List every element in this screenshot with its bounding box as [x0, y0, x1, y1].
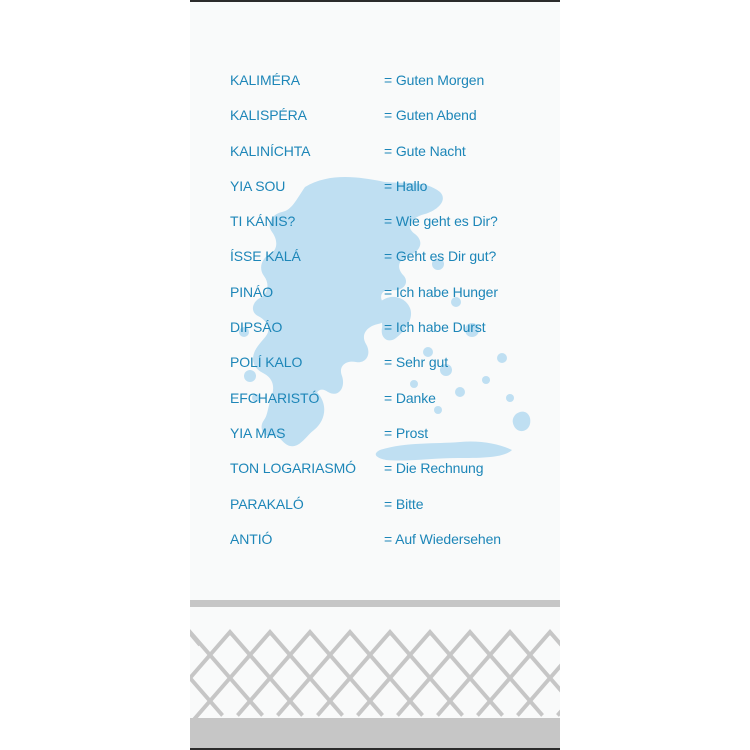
greek-phrase: PARAKALÓ [230, 495, 304, 512]
phrase-row [230, 103, 550, 138]
greek-phrase: KALINÍCHTA [230, 142, 311, 159]
greek-phrase: YIA SOU [230, 177, 286, 194]
german-translation: = Gute Nacht [384, 142, 466, 159]
greek-phrase: YIA MAS [230, 424, 286, 441]
greek-phrase: KALIMÉRA [230, 72, 300, 88]
phrase-row [230, 456, 550, 491]
greek-phrase: KALISPÉRA [230, 107, 307, 124]
german-translation: = Wie geht es Dir? [384, 213, 498, 230]
phrase-row [230, 527, 550, 562]
german-translation: = Bitte [384, 495, 424, 512]
phrase-row [230, 68, 550, 103]
greek-phrase: TI KÁNIS? [230, 213, 296, 230]
phrase-row [230, 244, 550, 279]
greek-phrase: ANTIÓ [230, 530, 273, 547]
greek-phrase: PINÁO [230, 283, 274, 300]
phrase-row [230, 139, 550, 174]
phrase-list [230, 68, 550, 562]
german-translation: = Guten Abend [384, 107, 477, 124]
napkin-card [190, 0, 560, 750]
german-translation: = Ich habe Hunger [384, 283, 498, 300]
greek-phrase: POLÍ KALO [230, 354, 303, 371]
german-translation: = Auf Wiedersehen [384, 530, 501, 547]
phrase-row [230, 386, 550, 421]
phrase-row [230, 174, 550, 209]
german-translation: = Geht es Dir gut? [384, 248, 497, 265]
greek-phrase: DIPSÁO [230, 319, 283, 336]
phrase-row [230, 421, 550, 456]
german-translation: = Danke [384, 389, 436, 406]
phrase-row [230, 315, 550, 350]
phrase-row [230, 209, 550, 244]
german-translation: = Ich habe Durst [384, 319, 486, 336]
german-translation: = Guten Morgen [384, 72, 485, 88]
phrase-row [230, 350, 550, 385]
greek-phrase: TON LOGARIASMÓ [230, 460, 356, 477]
german-translation: = Sehr gut [384, 354, 448, 371]
german-translation: = Die Rechnung [384, 460, 484, 477]
phrase-row [230, 492, 550, 527]
greek-phrase: ÍSSE KALÁ [230, 248, 301, 265]
greek-phrase: EFCHARISTÓ [230, 389, 320, 406]
german-translation: = Hallo [384, 177, 428, 194]
diamond-pattern-band [190, 600, 560, 750]
phrase-row [230, 280, 550, 315]
german-translation: = Prost [384, 424, 429, 441]
